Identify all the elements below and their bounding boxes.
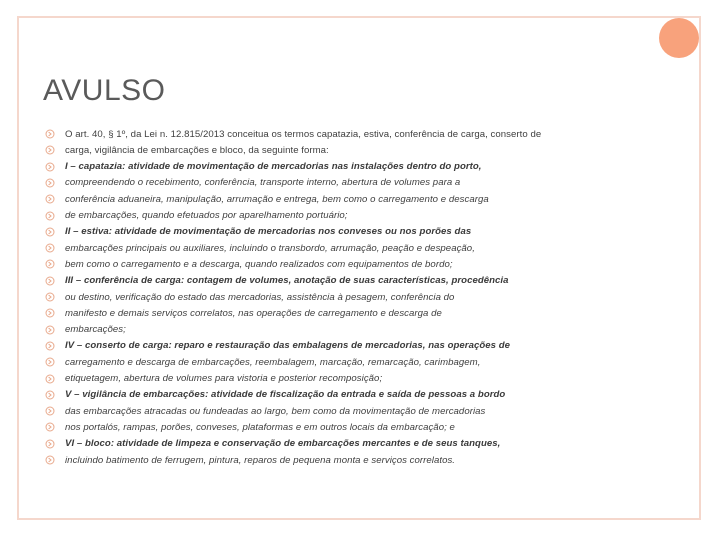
list-item-text: ou destino, verificação do estado das mercadorias, assistência à pesagem, conferência do <box>65 291 455 303</box>
circle-arrow-bullet-icon <box>44 421 56 433</box>
circle-arrow-bullet-icon <box>44 373 56 385</box>
list-item-text: V – vigilância de embarcações: atividade de fiscalização da entrada e saída de pessoas a bordo <box>65 389 506 401</box>
list-item <box>44 191 644 207</box>
circle-arrow-bullet-icon <box>44 356 56 368</box>
circle-arrow-bullet-icon <box>44 275 56 287</box>
list-item-text: das embarcações atracadas ou fundeadas ao largo, bem como da movimentação de mercadorias <box>65 405 486 417</box>
list-item <box>44 159 644 175</box>
list-item <box>44 436 644 452</box>
list-item <box>44 338 644 354</box>
list-item <box>44 419 644 435</box>
circle-arrow-bullet-icon <box>44 144 56 156</box>
circle-arrow-bullet-icon <box>44 128 56 140</box>
circle-arrow-bullet-icon <box>44 454 56 466</box>
list-item <box>44 240 644 256</box>
circle-arrow-bullet-icon <box>44 438 56 450</box>
list-item <box>44 175 644 191</box>
list-item-text: bem como o carregamento e a descarga, quando realizados com equipamentos de bordo; <box>65 258 453 270</box>
list-item <box>44 354 644 370</box>
list-item <box>44 305 644 321</box>
list-item <box>44 387 644 403</box>
circle-arrow-bullet-icon <box>44 258 56 270</box>
list-item-text: carga, vigilância de embarcações e bloco, da seguinte forma: <box>65 144 329 156</box>
circle-arrow-bullet-icon <box>44 405 56 417</box>
list-item <box>44 126 644 142</box>
list-item-text: de embarcações, quando efetuados por aparelhamento portuário; <box>65 210 348 221</box>
list-item-text: III – conferência de carga: contagem de volumes, anotação de suas características, procedência <box>65 275 509 287</box>
list-item <box>44 289 644 305</box>
list-item-text: VI – bloco: atividade de limpeza e conservação de embarcações mercantes e de seus tanques, <box>65 438 501 450</box>
circle-arrow-bullet-icon <box>44 242 56 254</box>
list-item-text: manifesto e demais serviços correlatos, nas operações de carregamento e descarga de <box>65 307 442 319</box>
list-item-text: I – capatazia: atividade de movimentação de mercadorias nas instalações dentro do porto, <box>65 161 482 173</box>
list-item-text: IV – conserto de carga: reparo e restauração das embalagens de mercadorias, nas operações de <box>65 340 511 352</box>
list-item <box>44 452 644 468</box>
circle-arrow-bullet-icon <box>44 389 56 401</box>
list-item <box>44 403 644 419</box>
circle-arrow-bullet-icon <box>44 193 56 205</box>
list-item <box>44 322 644 338</box>
list-item <box>44 371 644 387</box>
list-item <box>44 208 644 224</box>
circle-arrow-bullet-icon <box>44 307 56 319</box>
accent-circle <box>659 18 699 58</box>
circle-arrow-bullet-icon <box>44 340 56 352</box>
list-item-text: embarcações; <box>65 324 126 336</box>
list-item-text: compreendendo o recebimento, conferência, transporte interno, abertura de volumes para a <box>65 177 461 189</box>
list-item-text: nos portalós, rampas, porões, conveses, plataformas e em outros locais da embarcação; e <box>65 421 455 433</box>
list-item <box>44 256 644 272</box>
list-item-text: incluindo batimento de ferrugem, pintura, reparos de pequena monta e serviços correlatos. <box>65 454 456 466</box>
list-item <box>44 142 644 158</box>
circle-arrow-bullet-icon <box>44 161 56 173</box>
list-item-text: embarcações principais ou auxiliares, incluindo o transbordo, arrumação, peação e despeação, <box>65 242 475 254</box>
slide-title: AVULSO <box>43 74 166 107</box>
list-item-text: O art. 40, § 1º, da Lei n. 12.815/2013 conceitua os termos capatazia, estiva, conferência de carga, conserto de <box>65 128 542 140</box>
list-item <box>44 224 644 240</box>
list-item <box>44 273 644 289</box>
list-item-text: carregamento e descarga de embarcações, reembalagem, marcação, remarcação, carimbagem, <box>65 356 481 368</box>
list-item-text: etiquetagem, abertura de volumes para vistoria e posterior recomposição; <box>65 373 383 384</box>
circle-arrow-bullet-icon <box>44 291 56 303</box>
list-item-text: II – estiva: atividade de movimentação de mercadorias nos conveses ou nos porões das <box>65 226 472 238</box>
circle-arrow-bullet-icon <box>44 177 56 189</box>
circle-arrow-bullet-icon <box>44 226 56 238</box>
list-item-text: conferência aduaneira, manipulação, arrumação e entrega, bem como o carregamento e descarga <box>65 193 489 205</box>
circle-arrow-bullet-icon <box>44 324 56 336</box>
circle-arrow-bullet-icon <box>44 210 56 222</box>
